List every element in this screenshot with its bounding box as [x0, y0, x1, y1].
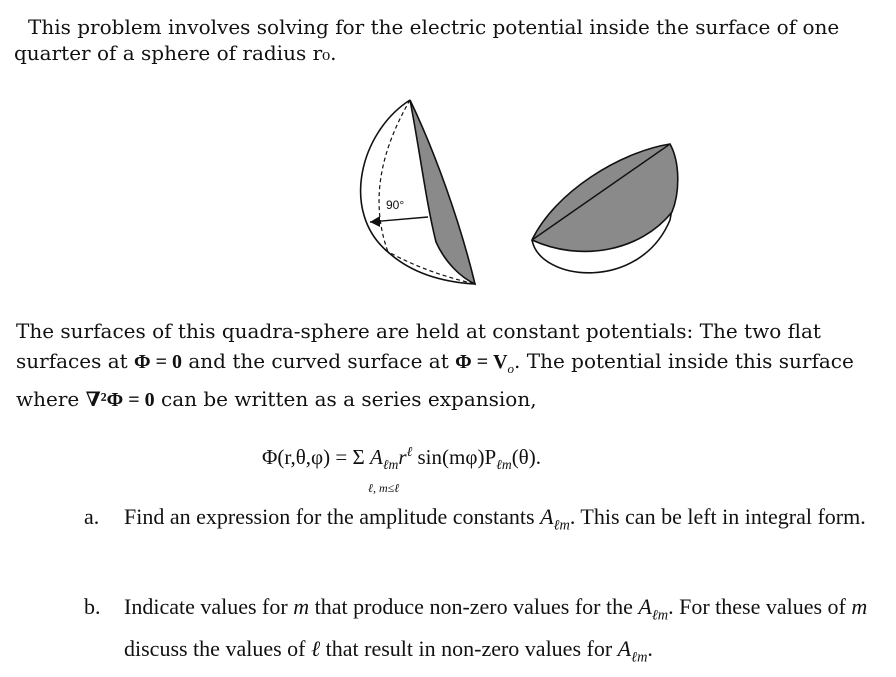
eq-sum-subscript: ℓ, m≤ℓ [368, 481, 400, 495]
question-b-coef-sub: ℓm [651, 607, 669, 624]
question-b-text [124, 590, 884, 675]
question-b-coef2-sub: ℓm [631, 649, 648, 666]
question-b-text-2: that produce non-zero values for the [309, 594, 639, 619]
question-b-ell: ℓ [310, 636, 321, 662]
eq-coef: A [370, 445, 383, 469]
question-b-coef: A [638, 594, 652, 619]
surfaces-text-1: The surfaces of this quadra-sphere are held at constant potentials: The two flat surfaces at [16, 319, 821, 373]
eq-sum: Σ [352, 445, 365, 469]
question-a-text-2: . This can be left in integral form. [569, 504, 866, 529]
angle-label: 90° [386, 198, 405, 212]
question-b-coef2: A [617, 636, 632, 662]
surfaces-paragraph [16, 316, 878, 415]
eq-lhs: Φ(r,θ,φ) = [262, 445, 353, 469]
question-a-coef: A [540, 504, 554, 529]
question-b-m2: m [851, 594, 868, 619]
question-a-marker: a. [84, 504, 100, 529]
question-a-coef-sub: ℓm [553, 517, 570, 534]
question-a-text-1: Find an expression for the amplitude constants [124, 504, 541, 529]
laplace-equation: ∇²Φ = 0 [85, 389, 155, 411]
question-a-text [124, 500, 884, 542]
surfaces-text-3: . The potential inside this surface where [16, 349, 854, 411]
intro-paragraph [14, 14, 874, 66]
left-flat-face [410, 100, 475, 284]
surfaces-text-4: can be written as a series expansion, [154, 387, 537, 411]
eq-coef-sub: ℓm [382, 457, 399, 473]
intro-line-1: This problem involves solving for the electric potential inside the surface of one [28, 15, 840, 39]
question-b-text-5: that result in non-zero values for [320, 636, 618, 662]
eq-r: r [398, 445, 407, 469]
question-b-marker: b. [84, 594, 101, 619]
quadra-sphere-figure [340, 92, 680, 292]
question-b-m: m [293, 594, 310, 619]
question-b-text-1: Indicate values for [124, 594, 294, 619]
intro-line-2: quarter of a sphere of radius r₀. [14, 41, 337, 65]
phi-v-sub: o [507, 361, 515, 376]
phi-v: Φ = V [455, 351, 508, 373]
question-b [84, 590, 894, 666]
eq-rest: sin(mφ)P [412, 445, 497, 469]
left-hidden-edge [379, 100, 410, 252]
eq-p-sub: ℓm [496, 457, 512, 473]
question-b-text-6: . [647, 636, 653, 662]
question-b-text-3: . For these values of [668, 594, 852, 619]
angle-arrowhead [370, 216, 380, 227]
eq-tail: (θ). [511, 445, 541, 469]
eq-r-sup: ℓ [406, 444, 413, 459]
question-b-text-4: discuss the values of [124, 636, 311, 662]
question-a [84, 500, 894, 572]
phi-zero: Φ = 0 [134, 351, 182, 373]
surfaces-text-2: and the curved surface at [182, 349, 456, 373]
series-expansion-equation [262, 444, 541, 473]
